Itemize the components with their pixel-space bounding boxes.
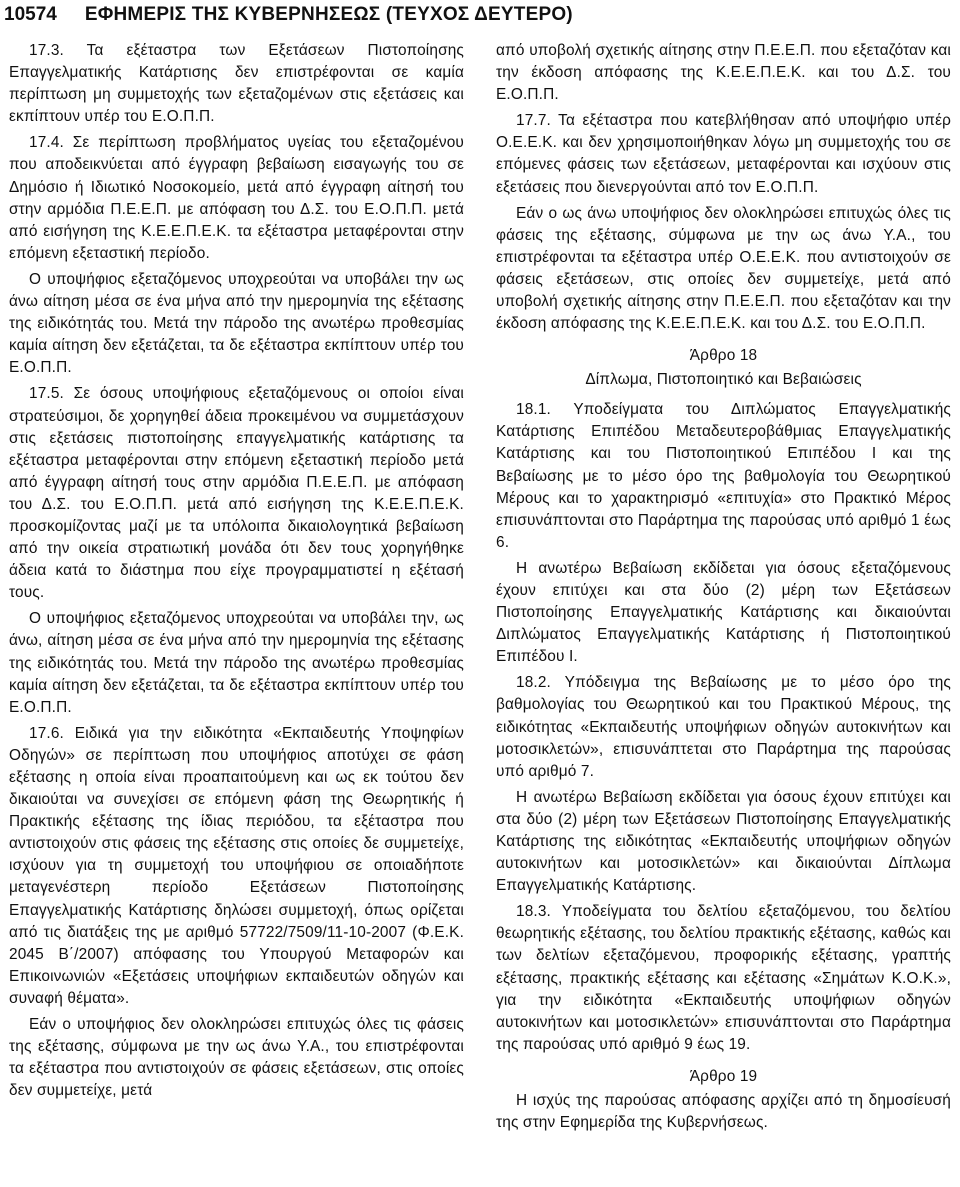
paragraph: 17.7. Τα εξέταστρα που κατεβλήθησαν από υποψήφιο υπέρ Ο.Ε.Ε.Κ. και δεν χρησιμοποιήθηκαν λόγω μη συμμετοχής του σε επόμενες φάσεις των εξετάσεων, μεταφέρονται και ισχύουν στις εξετάσεις που διενεργούνται από τον Ε.Ο.Π.Π.: [496, 112, 951, 196]
paragraph-continuation: από υποβολή σχετικής αίτησης στην Π.Ε.Ε.Π. που εξεταζόταν και την έκδοση απόφασης της Κ.Ε.Ε.Π.Ε.Κ. και του Δ.Σ. του Ε.Ο.Π.Π.: [496, 42, 951, 104]
article-19-heading: Άρθρο 19: [689, 1067, 758, 1085]
paragraph: Η ανωτέρω Βεβαίωση εκδίδεται για όσους έχουν επιτύχει και στα δύο (2) μέρη των Εξετάσεων Πιστοποίησης Επαγγελματικής Κατάρτισης της ειδικότητας «Εκπαιδευτής υποψήφιων οδηγών αυτοκινήτων και μοτοσικλετών» και δικαιούνται Δίπλωμα Επαγγελματικής Κατάρτισης.: [496, 788, 951, 895]
paragraph: 18.2. Υπόδειγμα της Βεβαίωσης με το μέσο όρο της βαθμολογίας του Θεωρητικού και του Πρακτικού Μέρους, της ειδικότητας «Εκπαιδευτής υποψήφιων οδηγών αυτοκινήτων και μοτοσικλετών», επισυνάπτεται στο Παράρτημα της παρούσας υπό αριθμό 7.: [496, 674, 951, 780]
paragraph: Η ισχύς της παρούσας απόφασης αρχίζει από τη δημοσίευσή της στην Εφημερίδα της Κυβερνήσεως.: [496, 1091, 951, 1132]
paragraph: 18.1. Υποδείγματα του Διπλώματος Επαγγελματικής Κατάρτισης Επιπέδου Μεταδευτεροβάθμιας Επαγγελματικής Κατάρτισης και του Πιστοποιητικού Επιπέδου Ι και της Βεβαίωσης με το μέσο όρο της βαθμολογία του Θεωρητικού Μέρους και το χαρακτηρισμό «επιτυχία» στο Πρακτικό Μέρος επισυνάπτονται στο Παράρτημα της παρούσας υπό αριθμό 1 έως 6.: [496, 401, 951, 551]
paragraph: Η ανωτέρω Βεβαίωση εκδίδεται για όσους εξεταζόμενους έχουν επιτύχει και στα δύο (2) μέρη των Εξετάσεων Πιστοποίησης Επαγγελματικής Κατάρτισης και δικαιούνται Διπλώματος Επαγγελματικής Κατάρτισης ή Πιστοποιητικού Επιπέδου Ι.: [496, 559, 951, 666]
paragraph: 17.4. Σε περίπτωση προβλήματος υγείας του εξεταζομένου που αποδεικνύεται από έγγραφη βεβαίωση εισαγωγής του σε Δημόσιο ή Ιδιωτικό Νοσοκομείο, μετά από έγγραφη αίτησή του στην αρμόδια Π.Ε.Ε.Π. με απόφαση του Δ.Σ. του Ε.Ο.Π.Π. μετά από εισήγηση της Κ.Ε.Ε.Π.Ε.Κ. τα εξέταστρα μεταφέρονται στην επόμενη εξεταστική περίοδο.: [9, 134, 464, 262]
paragraph: 17.3. Τα εξέταστρα των Εξετάσεων Πιστοποίησης Επαγγελματικής Κατάρτισης δεν επιστρέφονται σε καμία περίπτωση μη συμμετοχής των εξεταζομένων στις εξετάσεις και εκπίπτουν υπέρ του Ε.Ο.Π.Π.: [9, 42, 464, 126]
paragraph: Ο υποψήφιος εξεταζόμενος υποχρεούται να υποβάλει την ως άνω αίτηση μέσα σε ένα μήνα από την ημερομηνία της εξέτασης της ειδικότητάς του. Μετά την πάροδο της ανωτέρω προθεσμίας καμία αίτηση δεν εξετάζεται, τα δε εξέταστρα εκπίπτουν υπέρ του Ε.Ο.Π.Π.: [9, 270, 464, 377]
left-column: [9, 40, 464, 1106]
right-column: [496, 40, 951, 1138]
gazette-title: ΕΦΗΜΕΡΙΣ ΤΗΣ ΚΥΒΕΡΝΗΣΕΩΣ (ΤΕΥΧΟΣ ΔΕΥΤΕΡΟ): [84, 4, 573, 25]
paragraph: 17.6. Ειδικά για την ειδικότητα «Εκπαιδευτής Υποψηφίων Οδηγών» σε περίπτωση που υποψήφιος αποτύχει σε φάση εξέτασης η οποία είναι προαπαιτούμενη και ως εκ τούτου δεν δικαιούται να συνεχίσει σε επόμενη φάση της Θεωρητικής ή Πρακτικής εξέτασης της ίδιας περιόδου, τα εξέταστρα που αντιστοιχούν στις φάσεις της εξέτασης στις οποίες δε συμμετείχε, ισχύουν για τη συμμετοχή του υποψήφιου σε οποιαδήποτε μεταγενέστερη περίοδο Εξετάσεων Πιστοποίησης Επαγγελματικής Κατάρτισης δηλώσει συμμετοχή, όπως ορίζεται από τις διατάξεις της με αριθμό 57722/7509/11-10-2007 (Φ.Ε.Κ. 2045 Β΄/2007) απόφασης του Υπουργού Μεταφορών και Επικοινωνιών «Εξετάσεις υποψήφιων εκπαιδευτών οδηγών και συναφή θέματα».: [9, 724, 464, 1007]
page-header: [0, 0, 960, 30]
paragraph: Εάν ο υποψήφιος δεν ολοκληρώσει επιτυχώς όλες τις φάσεις της εξέτασης, σύμφωνα με την ως άνω Υ.Α., του επιστρέφονται τα εξέταστρα που αντιστοιχούν σε φάσεις εξετάσεων, στις οποίες δεν συμμετείχε, μετά: [9, 1016, 464, 1100]
article-18-heading: Άρθρο 18: [689, 347, 758, 365]
paragraph: Εάν ο ως άνω υποψήφιος δεν ολοκληρώσει επιτυχώς όλες τις φάσεις της εξέτασης, σύμφωνα με την ως άνω Υ.Α., του επιστρέφονται τα εξέταστρα υπέρ Ο.Ε.Ε.Κ. που αντιστοιχούν σε φάσεις εξετάσεων, στις οποίες δεν συμμετείχε, μετά από υποβολή σχετικής αίτησης στην Π.Ε.Ε.Π. που εξεταζόταν και την έκδοση απόφασης της Κ.Ε.Ε.Π.Ε.Κ. και του Δ.Σ. του Ε.Ο.Π.Π.: [496, 204, 951, 333]
paragraph: 17.5. Σε όσους υποψήφιους εξεταζόμενους οι οποίοι είναι στρατεύσιμοι, δε χορηγηθεί άδεια προκειμένου να συμμετάσχουν στις εξετάσεις πιστοποίησης επαγγελματικής κατάρτισης τα εξέταστρα μεταφέρονται στην επόμενη εξεταστική περίοδο μετά από έγγραφη αίτησή τους στην αρμόδια Π.Ε.Ε.Π. με απόφαση του Δ.Σ. του Ε.Ο.Π.Π. μετά από εισήγηση της Κ.Ε.Ε.Π.Ε.Κ. προσκομίζοντας μαζί με τα υπόλοιπα δικαιολογητικά βεβαίωση από την οικεία στρατιωτική μονάδα ότι δεν τους χορηγήθηκε άδεια κατά το διάστημα που είχε προγραμματιστεί η εξέτασή τους.: [9, 385, 464, 602]
article-18-title: Δίπλωμα, Πιστοποιητικό και Βεβαιώσεις: [585, 371, 862, 389]
page-number: 10574: [4, 4, 57, 25]
paragraph: Ο υποψήφιος εξεταζόμενος υποχρεούται να υποβάλει την, ως άνω, αίτηση μέσα σε ένα μήνα από την ημερομηνία της εξέτασης της ειδικότητάς του. Μετά την πάροδο της ανωτέρω προθεσμίας καμία αίτηση δεν εξετάζεται, τα δε εξέταστρα εκπίπτουν υπέρ του Ε.Ο.Π.Π.: [9, 610, 464, 716]
paragraph: 18.3. Υποδείγματα του δελτίου εξεταζόμενου, του δελτίου θεωρητικής εξέτασης, του δελτίου πρακτικής εξέτασης, καθώς και των δελτίων εξεταζόμενου, προφορικής εξέτασης, γραπτής εξέτασης, πρακτικής εξέτασης και εξέτασης «Σημάτων Κ.Ο.Κ.», για την ειδικότητα «Εκπαιδευτής υποψήφιων οδηγών αυτοκινήτων και μοτοσικλετών» επισυνάπτονται στο Παράρτημα της παρούσας υπό αριθμό 9 έως 19.: [496, 903, 951, 1053]
